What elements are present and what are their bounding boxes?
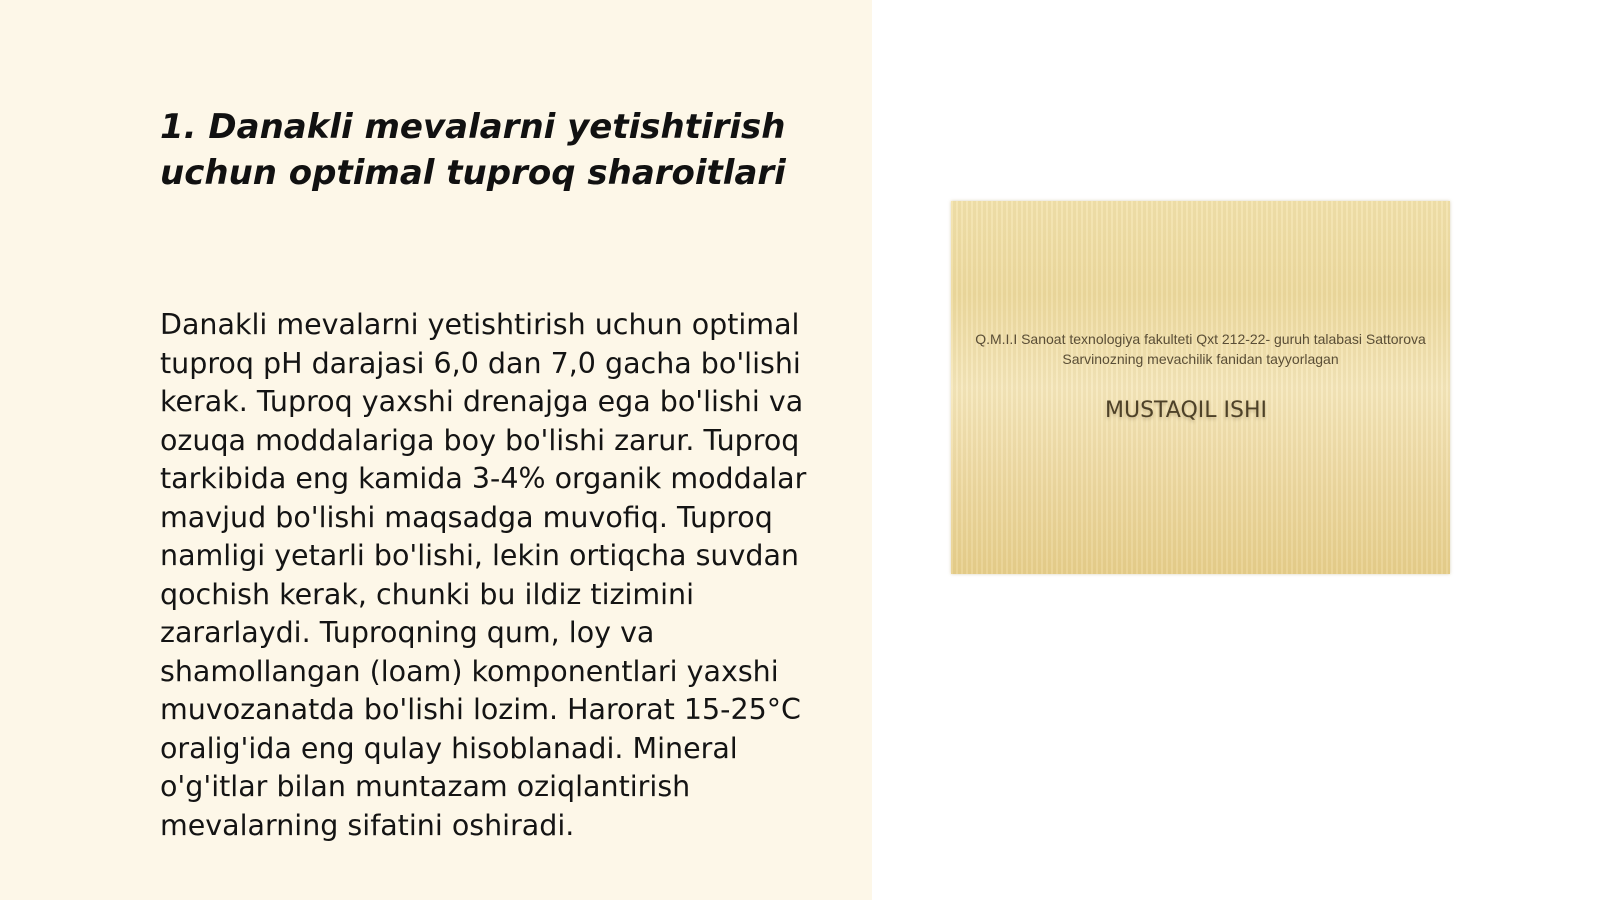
title-slide-image <box>951 201 1450 574</box>
title-card-subtitle: Q.M.I.I Sanoat texnologiya fakulteti Qxt 212-22- guruh talabasi Sattorova Sarvinozning mevachilik fanidan tayyorlagan <box>975 331 1426 367</box>
slide-heading: 1. Danakli mevalarni yetishtirish uchun optimal tuproq sharoitlari <box>160 107 786 193</box>
slide-body-text: Danakli mevalarni yetishtirish uchun optimal tuproq pH darajasi 6,0 dan 7,0 gacha bo'lishi kerak. Tuproq yaxshi drenajga ega bo'lishi va ozuqa moddalariga boy bo'lishi zarur. Tuproq tarkibida eng kamida 3-4% organik moddalar mavjud bo'lishi maqsadga muvofiq. Tuproq namligi yetarli bo'lishi, lekin ortiqcha suvdan qochish kerak, chunki bu ildiz tizimini zararlaydi. Tuproqning qum, loy va shamollangan (loam) komponentlari yaxshi muvozanatda bo'lishi lozim. Harorat 15-25°C oralig'ida eng qulay hisoblanadi. Mineral o'g'itlar bilan muntazam oziqlantirish mevalarning sifatini oshiradi. <box>160 308 807 842</box>
title-card-title: MUSTAQIL ISHI <box>1105 398 1267 423</box>
